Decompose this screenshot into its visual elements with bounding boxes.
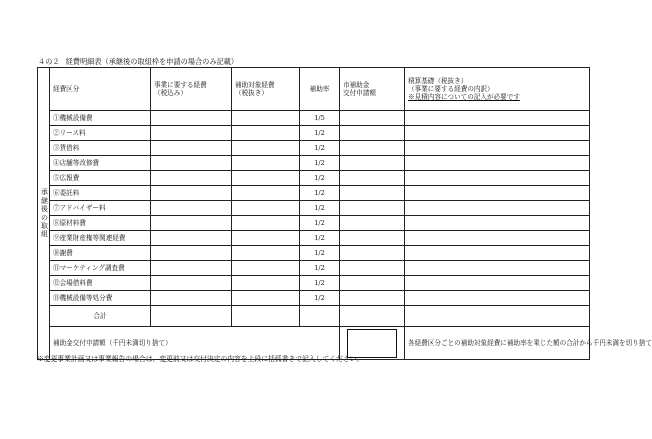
- city-subsidy-cell[interactable]: [340, 141, 405, 156]
- basis-cell[interactable]: [405, 171, 590, 186]
- city-subsidy-cell[interactable]: [340, 201, 405, 216]
- header-category: 経費区分: [50, 68, 151, 111]
- eligible-cost-cell[interactable]: [232, 291, 300, 306]
- expense-row: [38, 156, 590, 171]
- basis-cell[interactable]: [405, 216, 590, 231]
- required-cost-cell[interactable]: [151, 261, 232, 276]
- required-cost-cell[interactable]: [151, 276, 232, 291]
- total-city-subsidy-cell[interactable]: [340, 306, 405, 327]
- form-heading: [38, 57, 238, 67]
- basis-cell[interactable]: [405, 246, 590, 261]
- expense-row: [38, 126, 590, 141]
- form-title: 経費明細表（承継後の取組枠を申請の場合のみ記載）: [65, 57, 239, 66]
- expense-row: [38, 231, 590, 246]
- required-cost-cell[interactable]: [151, 246, 232, 261]
- application-amount-note: 各経費区分ごとの補助対象経費に補助率を乗じた額の合計から千円未満を切り捨て: [405, 327, 590, 360]
- total-required-cost-cell[interactable]: [151, 306, 232, 327]
- expense-category: ②リース料: [50, 126, 151, 141]
- expense-row: [38, 171, 590, 186]
- header-city-subsidy: 市補助金 交付申請額: [340, 68, 405, 111]
- expense-category: ⑤広報費: [50, 171, 151, 186]
- expense-row: [38, 111, 590, 126]
- expense-category: ⑦アドバイザー料: [50, 201, 151, 216]
- required-cost-cell[interactable]: [151, 201, 232, 216]
- eligible-cost-cell[interactable]: [232, 261, 300, 276]
- basis-cell[interactable]: [405, 231, 590, 246]
- subsidy-rate: 1/2: [300, 141, 340, 156]
- city-subsidy-cell[interactable]: [340, 216, 405, 231]
- total-row: [38, 306, 590, 327]
- subsidy-rate: 1/5: [300, 111, 340, 126]
- city-subsidy-cell[interactable]: [340, 186, 405, 201]
- expense-row: [38, 291, 590, 306]
- city-subsidy-cell[interactable]: [340, 111, 405, 126]
- city-subsidy-cell[interactable]: [340, 246, 405, 261]
- subsidy-rate: 1/2: [300, 291, 340, 306]
- expense-category: ⑪マーケティング調査費: [50, 261, 151, 276]
- expense-category: ③賃借料: [50, 141, 151, 156]
- expense-category: ⑨産業財産権等関連経費: [50, 231, 151, 246]
- required-cost-cell[interactable]: [151, 126, 232, 141]
- subsidy-rate: 1/2: [300, 216, 340, 231]
- basis-cell[interactable]: [405, 261, 590, 276]
- basis-cell[interactable]: [405, 126, 590, 141]
- side-label-char: 承: [41, 188, 48, 197]
- subsidy-rate: 1/2: [300, 246, 340, 261]
- subsidy-rate: 1/2: [300, 276, 340, 291]
- header-subsidy-rate: 補助率: [300, 68, 340, 111]
- expense-category: ⑩謝費: [50, 246, 151, 261]
- eligible-cost-cell[interactable]: [232, 246, 300, 261]
- side-label-char: の: [41, 213, 48, 222]
- subsidy-rate: 1/2: [300, 156, 340, 171]
- subsidy-rate: 1/2: [300, 231, 340, 246]
- side-label-char: 継: [41, 196, 48, 205]
- total-basis-cell[interactable]: [405, 306, 590, 327]
- application-amount-label: 補助金交付申請額（千円未満切り捨て）: [50, 327, 340, 360]
- expense-row: [38, 246, 590, 261]
- city-subsidy-cell[interactable]: [340, 261, 405, 276]
- subsidy-rate: 1/2: [300, 126, 340, 141]
- required-cost-cell[interactable]: [151, 141, 232, 156]
- expense-category: ⑬機械設備等処分費: [50, 291, 151, 306]
- expense-category: ④店舗等改修費: [50, 156, 151, 171]
- expense-table: [37, 67, 652, 360]
- header-row: [38, 68, 590, 111]
- basis-note: ※見積内容についての記入が必要です: [408, 93, 520, 101]
- subsidy-rate: 1/2: [300, 201, 340, 216]
- required-cost-cell[interactable]: [151, 156, 232, 171]
- eligible-cost-cell[interactable]: [232, 111, 300, 126]
- eligible-cost-cell[interactable]: [232, 171, 300, 186]
- subsidy-rate: 1/2: [300, 171, 340, 186]
- expense-row: [38, 201, 590, 216]
- eligible-cost-cell[interactable]: [232, 141, 300, 156]
- basis-cell[interactable]: [405, 141, 590, 156]
- total-eligible-cost-cell[interactable]: [232, 306, 300, 327]
- subsidy-rate: 1/2: [300, 186, 340, 201]
- total-label: 合計: [50, 306, 151, 327]
- side-label-char: 取: [41, 221, 48, 230]
- city-subsidy-cell[interactable]: [340, 171, 405, 186]
- city-subsidy-cell[interactable]: [340, 126, 405, 141]
- required-cost-cell[interactable]: [151, 171, 232, 186]
- eligible-cost-cell[interactable]: [232, 156, 300, 171]
- city-subsidy-cell[interactable]: [340, 231, 405, 246]
- basis-cell[interactable]: [405, 276, 590, 291]
- city-subsidy-cell[interactable]: [340, 156, 405, 171]
- eligible-cost-cell[interactable]: [232, 216, 300, 231]
- eligible-cost-cell[interactable]: [232, 276, 300, 291]
- basis-cell[interactable]: [405, 156, 590, 171]
- expense-category: ⑧原材料費: [50, 216, 151, 231]
- required-cost-cell[interactable]: [151, 111, 232, 126]
- eligible-cost-cell[interactable]: [232, 186, 300, 201]
- side-label-cell: [38, 68, 50, 360]
- header-basis: 積算基礎（税抜き） （事業に要する経費の内訳） ※見積内容についての記入が必要です: [405, 68, 590, 111]
- subsidy-rate: 1/2: [300, 261, 340, 276]
- expense-row: [38, 186, 590, 201]
- expense-category: ⑥委託料: [50, 186, 151, 201]
- expense-row: [38, 276, 590, 291]
- expense-category: ①機械設備費: [50, 111, 151, 126]
- required-cost-cell[interactable]: [151, 231, 232, 246]
- expense-category: ⑫会場借料費: [50, 276, 151, 291]
- basis-cell[interactable]: [405, 186, 590, 201]
- city-subsidy-cell[interactable]: [340, 276, 405, 291]
- eligible-cost-cell[interactable]: [232, 201, 300, 216]
- total-rate-cell: [300, 306, 340, 327]
- basis-cell[interactable]: [405, 291, 590, 306]
- side-label-char: 組: [41, 230, 48, 239]
- required-cost-cell[interactable]: [151, 186, 232, 201]
- required-cost-cell[interactable]: [151, 291, 232, 306]
- basis-cell[interactable]: [405, 111, 590, 126]
- side-label-char: 後: [41, 205, 48, 214]
- header-required-cost: 事業に要する経費 （税込み）: [151, 68, 232, 111]
- required-cost-cell[interactable]: [151, 216, 232, 231]
- footnote: ※変更事業計画又は事業報告の場合は、変更前又は交付決定の内容を上段に括弧書きで記入してください。: [37, 355, 364, 363]
- expense-row: [38, 141, 590, 156]
- form-number: ４の２: [38, 57, 60, 66]
- eligible-cost-cell[interactable]: [232, 231, 300, 246]
- expense-row: [38, 216, 590, 231]
- expense-row: [38, 261, 590, 276]
- eligible-cost-cell[interactable]: [232, 126, 300, 141]
- header-eligible-cost: 補助対象経費 （税抜き）: [232, 68, 300, 111]
- city-subsidy-cell[interactable]: [340, 291, 405, 306]
- basis-cell[interactable]: [405, 201, 590, 216]
